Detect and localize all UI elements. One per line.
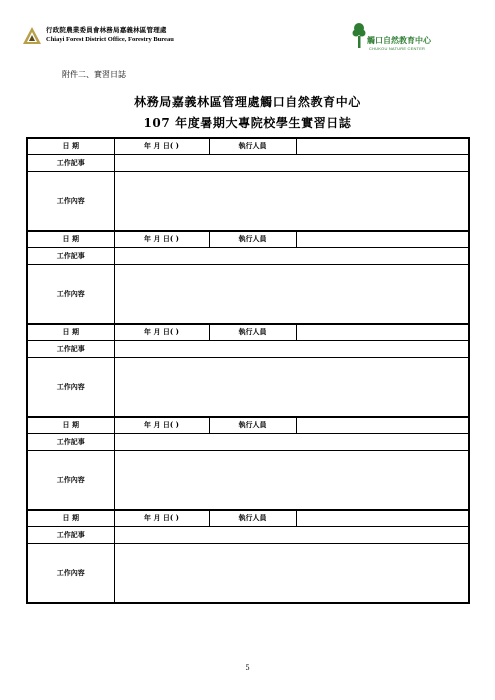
log-entry-content-row [27, 357, 469, 417]
forestry-bureau-logo-icon [22, 26, 42, 46]
log-entry-date-row [27, 138, 469, 154]
log-entry-date-row [27, 231, 469, 247]
executor-field[interactable] [296, 324, 469, 340]
bureau-name-zh: 行政院農業委員會林務局嘉義林區管理處 [46, 26, 167, 34]
content-label: 工作內容 [27, 357, 114, 417]
content-field[interactable] [114, 357, 469, 417]
log-entry-content-row [27, 264, 469, 324]
log-entry-content-row [27, 171, 469, 231]
page-number: 5 [245, 663, 250, 672]
bureau-header [22, 24, 172, 50]
log-entry-date-row [27, 417, 469, 433]
center-name-zh: 觸口自然教育中心 [367, 35, 431, 45]
content-field[interactable] [114, 450, 469, 510]
document-title: 林務局嘉義林區管理處觸口自然教育中心 [134, 95, 361, 109]
content-field[interactable] [114, 264, 469, 324]
executor-field[interactable] [296, 417, 469, 433]
log-entry-date-row [27, 510, 469, 526]
log-entry-notes-row [27, 154, 469, 171]
date-label: 日 期 [27, 324, 114, 340]
notes-field[interactable] [114, 433, 469, 450]
executor-field[interactable] [296, 510, 469, 526]
executor-field[interactable] [296, 231, 469, 247]
content-label: 工作內容 [27, 171, 114, 231]
center-name-en: CHUKOU NATURE CENTER [369, 46, 426, 51]
content-label: 工作內容 [27, 264, 114, 324]
date-label: 日 期 [27, 510, 114, 526]
date-label: 日 期 [27, 231, 114, 247]
date-label: 日 期 [27, 138, 114, 154]
log-entry-date-row [27, 324, 469, 340]
attachment-label: 附件二、實習日誌 [62, 70, 126, 79]
content-field[interactable] [114, 171, 469, 231]
internship-log-table [26, 137, 470, 604]
log-entry-notes-row [27, 247, 469, 264]
log-entry-content-row [27, 543, 469, 603]
date-field[interactable]: 年 月 日( ) [114, 510, 209, 526]
content-label: 工作內容 [27, 450, 114, 510]
document-subtitle: 107 年度暑期大專院校學生實習日誌 [143, 116, 352, 130]
nature-center-header [352, 22, 452, 56]
notes-field[interactable] [114, 247, 469, 264]
notes-field[interactable] [114, 154, 469, 171]
bureau-name-en: Chiayi Forest District Office, Forestry Bureau [46, 36, 174, 43]
executor-label: 執行人員 [209, 231, 296, 247]
date-field[interactable]: 年 月 日( ) [114, 417, 209, 433]
notes-label: 工作記事 [27, 247, 114, 264]
notes-field[interactable] [114, 340, 469, 357]
notes-label: 工作記事 [27, 154, 114, 171]
executor-label: 執行人員 [209, 138, 296, 154]
notes-field[interactable] [114, 526, 469, 543]
content-label: 工作內容 [27, 543, 114, 603]
log-entry-notes-row [27, 340, 469, 357]
notes-label: 工作記事 [27, 340, 114, 357]
executor-field[interactable] [296, 138, 469, 154]
notes-label: 工作記事 [27, 526, 114, 543]
executor-label: 執行人員 [209, 417, 296, 433]
content-field[interactable] [114, 543, 469, 603]
date-field[interactable]: 年 月 日( ) [114, 324, 209, 340]
date-label: 日 期 [27, 417, 114, 433]
log-entry-notes-row [27, 433, 469, 450]
date-field[interactable]: 年 月 日( ) [114, 231, 209, 247]
executor-label: 執行人員 [209, 510, 296, 526]
executor-label: 執行人員 [209, 324, 296, 340]
date-field[interactable]: 年 月 日( ) [114, 138, 209, 154]
log-entry-content-row [27, 450, 469, 510]
tree-logo-icon [352, 22, 366, 48]
notes-label: 工作記事 [27, 433, 114, 450]
log-entry-notes-row [27, 526, 469, 543]
